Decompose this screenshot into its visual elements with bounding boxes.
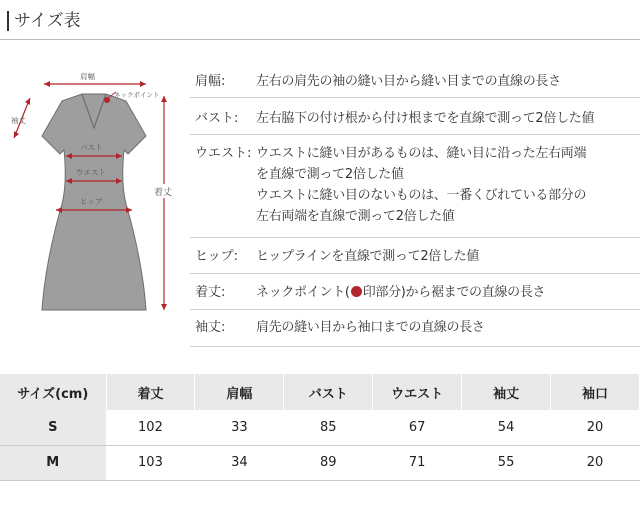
size-table-header: バスト xyxy=(284,374,373,410)
def-row-waist xyxy=(190,135,640,238)
table-cell: 71 xyxy=(373,445,462,480)
dress-diagram xyxy=(0,58,190,328)
def-desc xyxy=(256,282,640,303)
def-desc-line: ウエストに縫い目のないものは、一番くびれている部分の xyxy=(256,188,587,203)
size-label: M xyxy=(0,445,106,480)
def-term: バスト: xyxy=(195,111,239,126)
header-divider xyxy=(0,39,640,40)
def-term: ウエスト: xyxy=(195,146,252,161)
def-desc xyxy=(256,71,640,92)
table-cell: 85 xyxy=(284,410,373,445)
page-header xyxy=(0,0,640,40)
table-cell: 33 xyxy=(195,410,284,445)
size-table-header: 袖丈 xyxy=(462,374,551,410)
table-cell: 20 xyxy=(551,445,640,480)
neckpoint-dot-icon xyxy=(351,286,362,297)
def-desc-after: 印部分)から裾までの直線の長さ xyxy=(362,285,546,300)
header-accent-bar xyxy=(7,11,9,31)
table-cell: 89 xyxy=(284,445,373,480)
def-term: 肩幅: xyxy=(195,74,226,89)
measurement-definitions xyxy=(190,60,640,347)
def-desc xyxy=(256,317,640,338)
def-desc xyxy=(256,143,640,227)
hip-arrow-left xyxy=(56,207,62,213)
shoulder-label: 肩幅 xyxy=(80,72,95,81)
def-desc-line: ヒップラインを直線で測って2倍した値 xyxy=(256,249,480,264)
def-term: 袖丈: xyxy=(195,320,226,335)
waist-label: ウエスト xyxy=(76,168,106,177)
table-cell: 34 xyxy=(195,445,284,480)
def-desc-line: を直線で測って2倍した値 xyxy=(256,167,404,182)
def-term: ヒップ: xyxy=(195,249,238,264)
length-arrow-top xyxy=(161,96,167,102)
hip-label: ヒップ xyxy=(80,197,103,206)
size-table-header: 袖口 xyxy=(551,374,640,410)
size-label: S xyxy=(0,410,106,445)
def-desc-line: 左右両端を直線で測って2倍した値 xyxy=(256,209,455,224)
shoulder-arrow-right xyxy=(140,81,146,87)
def-desc-before: ネックポイント( xyxy=(256,285,350,300)
def-desc-line xyxy=(256,282,640,303)
size-table-header: ウエスト xyxy=(373,374,462,410)
def-row-length xyxy=(190,274,640,310)
def-row-sleeve xyxy=(190,310,640,347)
def-desc xyxy=(256,246,640,267)
page-title: サイズ表 xyxy=(14,11,81,31)
size-table xyxy=(0,374,640,481)
def-desc-line: ウエストに縫い目があるものは、縫い目に沿った左右両端 xyxy=(256,146,587,161)
neckpoint-label: ネックポイント xyxy=(114,91,160,99)
table-cell: 20 xyxy=(551,410,640,445)
def-row-hip xyxy=(190,238,640,274)
neckpoint-dot xyxy=(104,97,110,103)
table-row xyxy=(0,410,640,445)
table-cell: 54 xyxy=(462,410,551,445)
def-desc xyxy=(256,108,640,129)
table-cell: 102 xyxy=(106,410,195,445)
def-row-shoulder xyxy=(190,60,640,98)
length-label: 着丈 xyxy=(154,188,173,198)
table-cell: 103 xyxy=(106,445,195,480)
def-desc-line: 肩先の縫い目から袖口までの直線の長さ xyxy=(256,320,485,335)
def-desc-line: 左右の肩先の袖の縫い目から縫い目までの直線の長さ xyxy=(256,74,561,89)
size-table-header-row xyxy=(0,374,640,410)
sleeve-label: 袖丈 xyxy=(11,116,26,125)
def-desc-line: 左右脇下の付け根から付け根までを直線で測って2倍した値 xyxy=(256,111,595,126)
bust-label: バスト xyxy=(80,143,103,152)
table-cell: 55 xyxy=(462,445,551,480)
size-table-header: 肩幅 xyxy=(195,374,284,410)
table-row xyxy=(0,445,640,480)
size-table-header: 着丈 xyxy=(106,374,195,410)
def-row-bust xyxy=(190,98,640,135)
dress-illustration xyxy=(0,58,190,328)
size-table-header: サイズ(cm) xyxy=(0,374,106,410)
hip-arrow-right xyxy=(126,207,132,213)
table-cell: 67 xyxy=(373,410,462,445)
length-arrow-bottom xyxy=(161,304,167,310)
def-term: 着丈: xyxy=(195,285,226,300)
shoulder-arrow-left xyxy=(44,81,50,87)
